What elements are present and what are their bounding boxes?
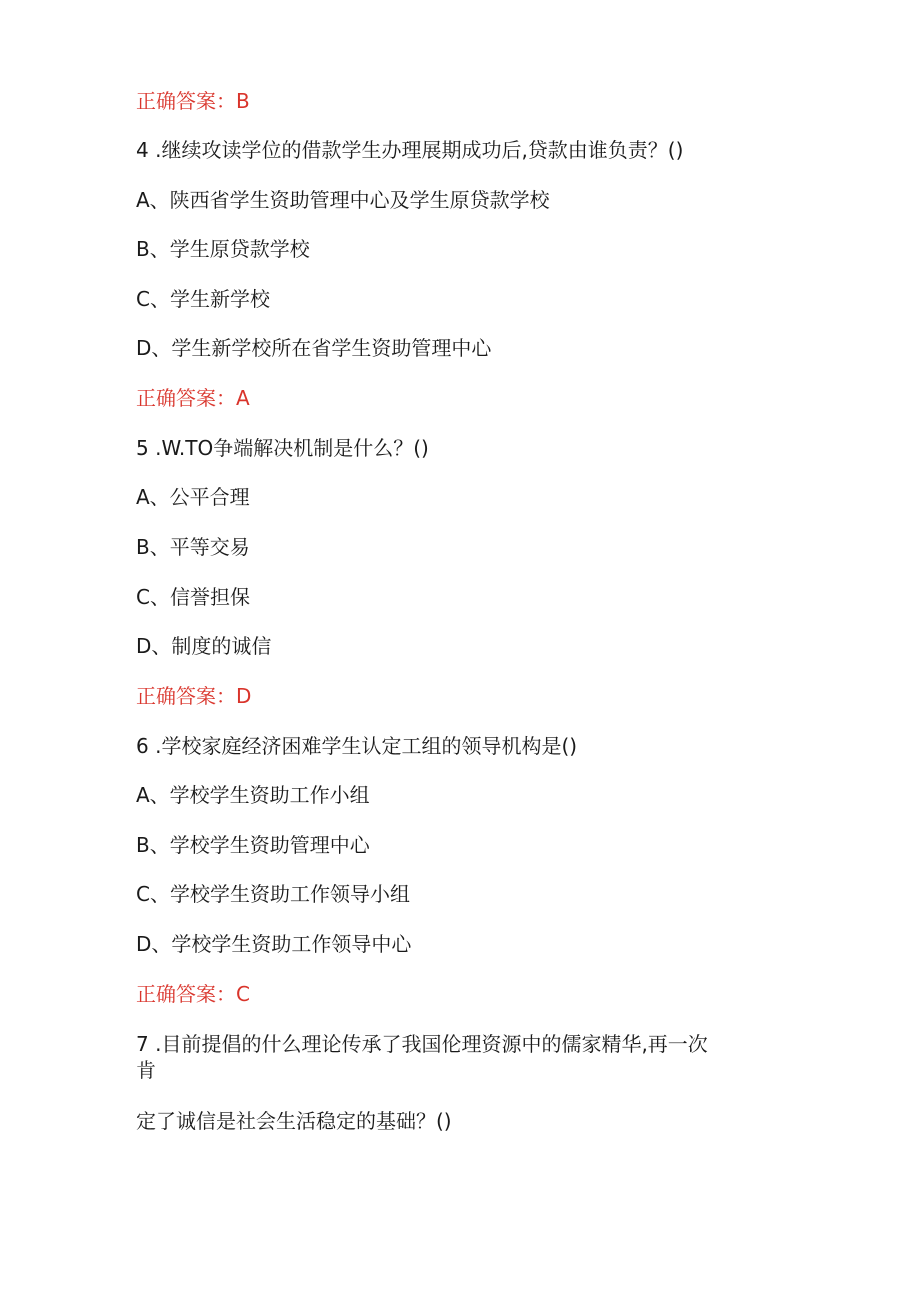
question-text: 6 .学校家庭经济困难学生认定工组的领导机构是() (136, 734, 578, 758)
option-text: B、学校学生资助管理中心 (136, 833, 370, 857)
question-text: 5 .W.TO争端解决机制是什么？() (136, 436, 429, 460)
option-text: A、陕西省学生资助管理中心及学生原贷款学校 (136, 188, 550, 212)
option-text: D、学生新学校所在省学生资助管理中心 (136, 336, 492, 360)
question-text-continued: 定了诚信是社会生活稳定的基础？() (136, 1109, 452, 1133)
correct-answer: 正确答案：C (136, 982, 250, 1006)
option-text: A、学校学生资助工作小组 (136, 783, 370, 807)
option-text: D、学校学生资助工作领导中心 (136, 932, 412, 956)
correct-answer: 正确答案：A (136, 386, 250, 410)
option-text: D、制度的诚信 (136, 634, 272, 658)
option-text: C、信誉担保 (136, 585, 250, 609)
question-text: 7 .目前提倡的什么理论传承了我国伦理资源中的儒家精华,再一次 (136, 1032, 708, 1056)
option-text: C、学校学生资助工作领导小组 (136, 882, 410, 906)
option-text: C、学生新学校 (136, 287, 270, 311)
correct-answer: 正确答案：B (136, 89, 250, 113)
option-text: B、学生原贷款学校 (136, 237, 310, 261)
question-text-continued: 肯 (136, 1058, 156, 1082)
option-text: A、公平合理 (136, 485, 250, 509)
question-text: 4 .继续攻读学位的借款学生办理展期成功后,贷款由谁负责？() (136, 138, 684, 162)
correct-answer: 正确答案：D (136, 684, 252, 708)
option-text: B、平等交易 (136, 535, 250, 559)
